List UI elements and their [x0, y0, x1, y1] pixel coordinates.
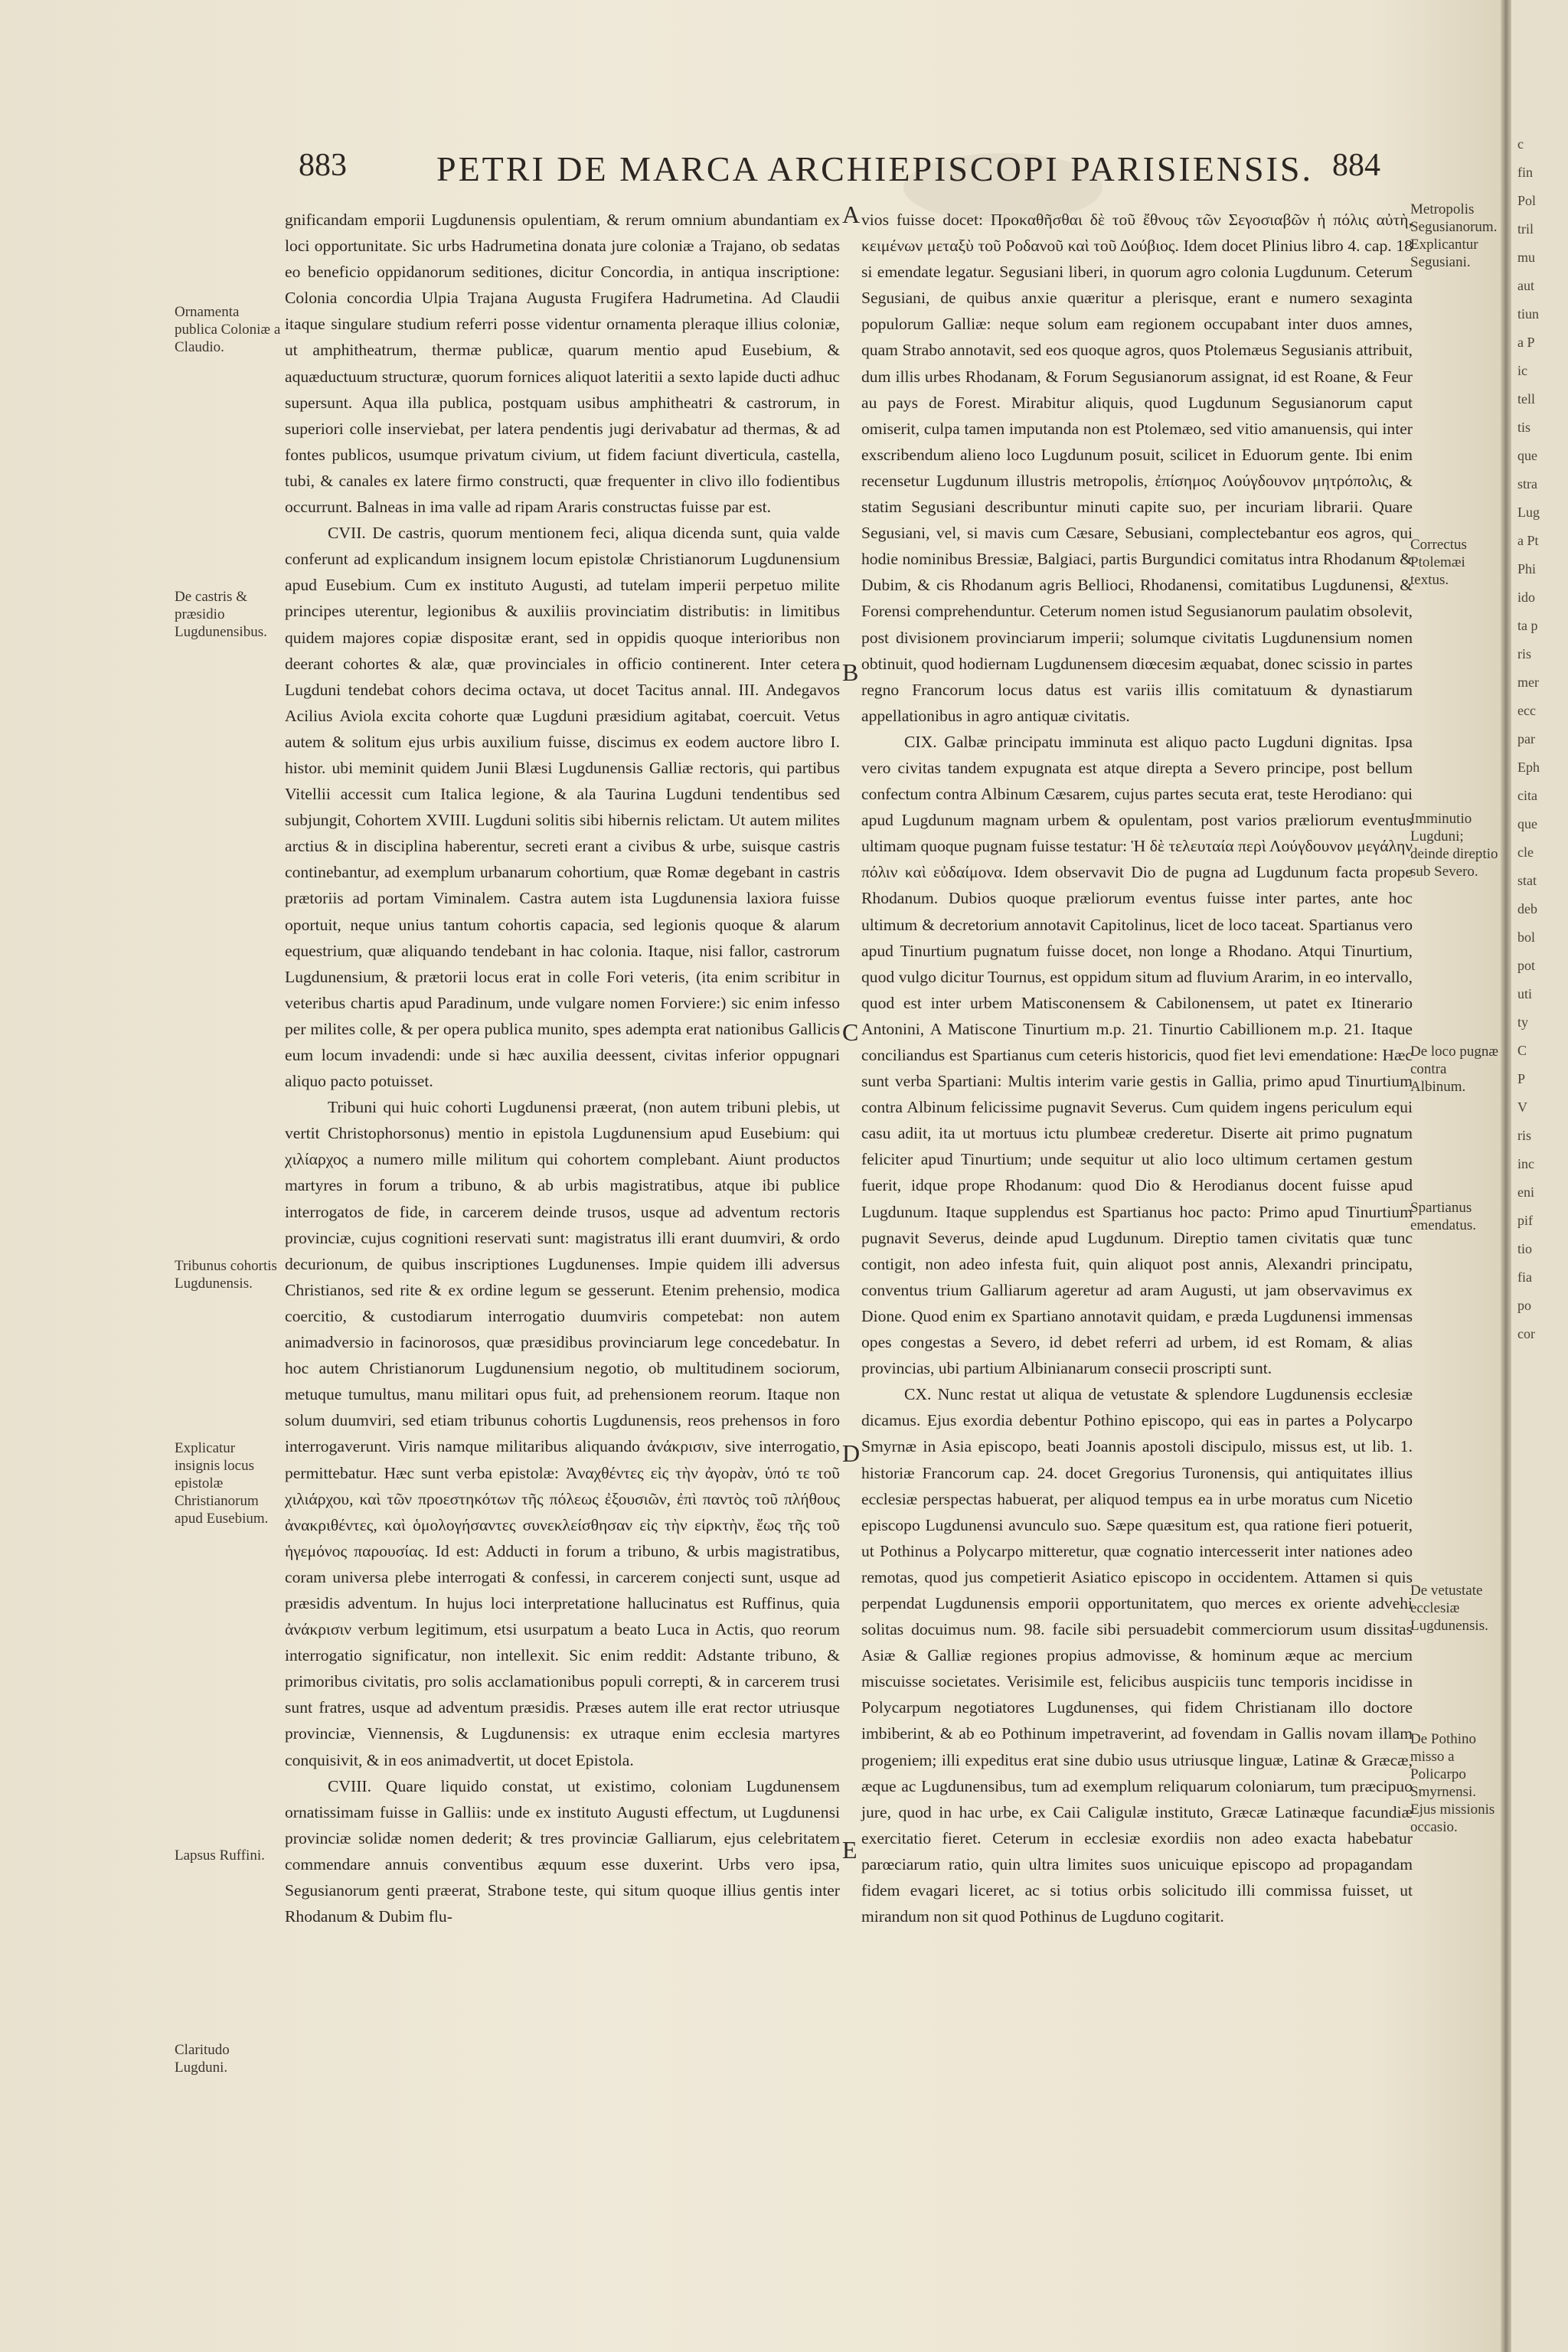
next-page-fragment: tiun	[1517, 306, 1540, 322]
section-letter-e: E	[842, 1836, 858, 1864]
next-page-fragment: Eph	[1517, 760, 1540, 775]
next-page-fragment: que	[1517, 816, 1537, 831]
margin-note: Imminutio Lugduni; deinde direptio sub Severo.	[1410, 811, 1498, 880]
next-page-fragment: ta p	[1517, 618, 1538, 633]
next-page-fragment: bol	[1517, 929, 1536, 945]
margin-note: De castris & præsidio Lugdunensibus.	[175, 589, 267, 640]
margin-note: Explicatur insignis locus epistolæ Christianorum apud Eusebium.	[175, 1440, 269, 1527]
next-page-fragment: aut	[1517, 278, 1534, 293]
next-page-fragment: mu	[1517, 250, 1536, 265]
next-page-fragment: tio	[1517, 1241, 1533, 1256]
next-page-fragment: ecc	[1517, 703, 1536, 718]
text-column-left	[285, 207, 840, 1929]
next-page-fragment: tis	[1517, 420, 1531, 435]
margin-note: Claritudo Lugduni.	[175, 2042, 230, 2076]
paragraph: CIX. Galbæ principatu imminuta est aliquo pacto Lugduni dignitas. Ipsa vero civitas tandem expugnata est atque direpta a Severo principe, post bellum confectum contra Albinum Cæsarem, cujus partes secuta erat, teste Herodiano: qui apud Lugdunum magnam urbem & opulentam, post varios præliorum eventus ultimam quoque pugnam fuisse testatur: Ἡ δὲ τελευταία περὶ Λούγδουνον μεγάλην πόλιν καὶ εὐδαίμονα. Idem observavit Dio de pugna ad Lugdunum facta prope Rhodanum. Dubios quoque præliorum eventus fuisse inter partes, ante hoc ultimum & decretorium annotavit Capitolinus, licet de loco taceat. Spartianus vero apud Tinurtium pugnatum fuisse docet, non longe a Rhodano. Atqui Tinurtium, quod vulgo dicitur Tournus, est oppidum situm ad fluvium Ararim, in eo intervallo, quod est inter urbem Matisconensem & Cabilonensem, ut patet ex Itinerario Antonini, A Matiscone Tinurtium m.p. 21. Tinurtio Cabillionem m.p. 21. Itaque conciliandus est Spartianus cum ceteris historicis, quod fiet levi emendatione: Hæc sunt verba Spartiani: Multis interim varie gestis in Gallia, primo apud Tinurtium contra Albinum felicissime pugnavit Severus. Cum quidem ingens periculum equi casu adiit, ita ut mortuus ictu plumbeæ crederetur. Diserte ait primo pugnatum feliciter apud Tinurtium; unde sequitur ut alio loco ultimum certamen gestum fuerit, idque prope Rhodanum: quod Dio & Herodianus docent fuisse apud Lugdunum. Itaque supplendus est Spartianus hoc pacto: Primo apud Tinurtium pugnavit Severus, deinde apud Lugdunum. Direptio tamen civitatis quæ tunc contigit, non adeo infesta fuit, quin aliquot post annis, Alexandri principatu, conventus trium Galliarum ageretur ad aram Augusti, ut jam observavimus ex Dione. Quod enim ex Spartiano annotavit quidam, e præda Lugdunensi immensas opes congestas a Severo, id debet referri ad urbem, id est Romam, & alias provincias, ubi partium Albinianarum consecii proscripti sunt.	[861, 732, 1413, 1378]
margin-note: Metropolis Segusianorum. Explicantur Segusiani.	[1410, 201, 1498, 270]
margin-note: De vetustate ecclesiæ Lugdunensis.	[1410, 1583, 1488, 1634]
paragraph: CVIII. Quare liquido constat, ut existimo, coloniam Lugdunensem ornatissimam fuisse in Galliis: unde ex instituto Augusti effectum, ut Lugdunensi provinciæ solidæ nomen dederit; & tres provinciæ Galliarum, ejus celebritatem commendare annuis conventibus æquum esse duxerint. Urbs vero ipsa, Segusianorum genti præerat, Strabone teste, qui situm quoque illius gentis inter Rhodanum & Dubim flu-	[285, 1776, 840, 1926]
running-head	[291, 147, 1439, 193]
book-gutter	[1501, 0, 1511, 2352]
next-page-fragment: ris	[1517, 1128, 1531, 1143]
next-page-edge	[1511, 0, 1568, 2352]
paragraph: CX. Nunc restat ut aliqua de vetustate & splendore Lugdunensis ecclesiæ dicamus. Ejus exordia debentur Pothino episcopo, qui eas in partes a Polycarpo Smyrnæ in Asia episcopo, beati Joannis apostoli discipulo, missus est, ut lib. 1. historiæ Francorum cap. 24. docet Gregorius Turonensis, qui antiquitates illius ecclesiæ perspectas habuerat, per aliquod tempus ea in urbe moratus cum Nicetio episcopo Lugdunensi avunculo suo. Sæpe quæsitum est, qua ratione fieri potuerit, ut Pothinus a Polycarpo mitteretur, quæ cognatio intercesserit inter nationes adeo remotas, quod jus competierit Asiatico episcopo in occidentem. Attamen si quis perpendat Lugdunensis emporii opportunitatem, quo merces ex oriente advehi solitas docuimus num. 98. facile sibi persuadebit commerciorum usum dissitas Asiæ & Galliæ regiones propius admovisse, & hominum æque ac mercium miscuisse societates. Verisimile est, felicibus auspiciis tunc temporis incidisse in Polycarpum negotiatores Lugdunenses, qui fidem Christianam illo doctore imbiberint, & ab eo Pothinum impetraverint, ad fovendam in Gallis novam illam progeniem; illi expeditus erat sine dubio usus utriusque linguæ, Latinæ & Græcæ, æque ac Lugdunensibus, tum ad exemplum reliquarum coloniarum, tum præcipuo jure, quod in hac urbe, ex Caii Caligulæ instituto, Græcæ Latinæque facundiæ exercitatio fieret. Ceterum in ecclesiæ exordiis non adeo exacta habebatur parœciarum ratio, quin ultra limites suos unicuique episcopo ad propagandam fidem evagari liceret, ac si totius orbis solicitudo illi commissa fuisset, ut mirandum non sit quod Pothinus de Lugduno cogitarit.	[861, 1385, 1413, 1926]
margin-note: Ornamenta publica Coloniæ a Claudio.	[175, 304, 281, 355]
margin-note: De Pothino misso a Policarpo Smyrnensi. Ejus missionis occasio.	[1410, 1731, 1495, 1835]
next-page-fragment: tell	[1517, 391, 1535, 407]
next-page-fragment: P	[1517, 1071, 1526, 1086]
next-page-fragment: cor	[1517, 1326, 1535, 1341]
next-page-fragment: pot	[1517, 958, 1536, 973]
next-page-fragment: deb	[1517, 901, 1537, 916]
next-page-fragment: fia	[1517, 1269, 1532, 1285]
next-page-fragment: eni	[1517, 1184, 1534, 1200]
next-page-fragment: que	[1517, 448, 1537, 463]
next-page-fragment: ido	[1517, 590, 1536, 605]
next-page-fragment: a P	[1517, 335, 1535, 350]
margin-note: De loco pugnæ contra Albinum.	[1410, 1044, 1499, 1095]
next-page-text	[1511, 0, 1568, 1348]
next-page-fragment: cita	[1517, 788, 1537, 803]
next-page-fragment: Phi	[1517, 561, 1537, 577]
margin-note: Correctus Ptolemæi textus.	[1410, 537, 1467, 588]
next-page-fragment: tril	[1517, 221, 1534, 237]
next-page-fragment: cle	[1517, 844, 1534, 860]
paragraph: Tribuni qui huic cohorti Lugdunensi præerat, (non autem tribuni plebis, ut vertit Christophorsonus) mentio in epistola Lugdunensium apud Eusebium: qui χιλίαρχος a numero mille militum qui cohortem complebant. Aiunt productos martyres in forum a tribuno, & ab urbis magistratibus, atque ibi publice interrogatos de fide, in carcerem deinde trusos, usque ad adventum rectoris provinciæ, cujus cognitioni reservati sunt: magistratus illi erant duumviri, & ordo decurionum, de quibus inscriptiones Lugdunenses. Impie quidem illi adversus Christianos, sed rite & ex ordine legum se gesserunt. Etenim prehensio, modica coercitio, & custodiarum interrogatio duumviris competebat: non autem animadversio in facinorosos, quæ præsidibus provinciarum lege concedebatur. In hoc autem Christianorum Lugdunensium negotio, ob multitudinem sociorum, metuque tumultus, manu militari opus fuit, ad prehensionem reorum. Itaque non solum duumviri, sed etiam tribunus cohortis Lugdunensis, reos prehensos in foro interrogaverunt. Viris namque militaribus aliquando ἀνάκρισιν, sive interrogatio, permittebatur. Hæc sunt verba epistolæ: Ἀναχθέντες εἰς τὴν ἀγορὰν, ὑπό τε τοῦ χιλιάρχου, καὶ τῶν προεστηκότων τῆς πόλεως ἐξουσιῶν, ἐπὶ παντὸς τοῦ πλήθους ἀνακριθέντες, καὶ ὁμολογήσαντες συνεκλείσθησαν εἰς τὴν εἱρκτὴν, ἕως τῆς τοῦ ἡγεμόνος παρουσίας. Id est: Adducti in forum a tribuno, & urbis magistratibus, coram universa plebe interrogati & confessi, in carcerem conjecti sunt, usque ad præsidis adventum. In hujus loci interpretatione hallucinatus est Ruffinus, quia ἀνάκρισιν verbum legitimum, etsi usurpatum a beato Luca in Actis, quo reorum interrogatio significatur, non intellexit. Sic enim reddit: Adstante tribuno, & primoribus civitatis, pro solis acclamationibus populi correpti, & in carcerem trusi sunt fratres, usque ad adventum præsidis. Præses autem ille erat rector utriusque provinciæ, Viennensis, & Lugdunensis: ex utraque enim ecclesia martyres conquisivit, & in eos animadvertit, ut docet Epistola.	[285, 1098, 840, 1769]
next-page-fragment: stra	[1517, 476, 1537, 492]
next-page-fragment: c	[1517, 136, 1524, 152]
text-column-right	[861, 207, 1413, 1929]
page-number-right: 884	[1332, 148, 1380, 183]
paragraph: CVII. De castris, quorum mentionem feci, aliqua dicenda sunt, quia valde conferunt ad explicandum insignem locum epistolæ Christianorum Lugdunensium apud Eusebium. Cum ex instituto Augusti, ad tutelam imperii perpetuo milite principes uterentur, legionibus & auxiliis provinciatim distributis: in limitibus quidem majores copiæ dispositæ erant, sed in oppidis quoque interioribus non deerant cohortes & alæ, quæ provinciales in officio continerent. Inter cetera Lugduni tendebat cohors decima octava, ut docet Tacitus annal. III. Andegavos Acilius Aviola excita cohorte quæ Lugduni præsidium agitabat, coercuit. Vetus autem & solitum ejus urbis auxilium fuisse, discimus ex eodem auctore libro I. histor. ubi meminit quidem Junii Blæsi Lugdunensis Galliæ rectoris, qui partibus Vitellii accessit cum Italica legione, & ala Taurina Lugduni tendentibus sed subjungit, Cohortem XVIII. Lugduni solitis sibi hibernis relictam. Ut autem milites arctius & in disciplina haberentur, secreti erant a civibus & urbe, suisque castris continebantur, ad exemplum urbanarum cohortium, quæ Romæ degebant in castris prætoriis ad portam Viminalem. Castra autem ista Lugdunensia laxiora fuisse oportuit, neque unius tantum cohortis capacia, sed legionis quoque & alarum equestrium, quæ aliquando tendebant in hac colonia. Itaque, nisi fallor, castrorum Lugdunensium, & prætorii locus erat in colle Fori veteris, (ita enim scribitur in veteribus chartis apud Paradinum, unde vulgare nomen Forviere:) sic enim infesso per milites colle, & per opera publica munito, spes adempta erat nationibus Gallicis eum locum invadendi: unde si hæc auxilia deessent, civitas inferior oppugnari aliquo pacto potuisset.	[285, 524, 840, 1091]
next-page-fragment: ic	[1517, 363, 1527, 378]
next-page-fragment: par	[1517, 731, 1535, 746]
next-page-fragment: V	[1517, 1099, 1527, 1115]
paragraph: vios fuisse docet: Προκαθῆσθαι δὲ τοῦ ἔθνους τῶν Σεγοσιαβῶν ἡ πόλις αὐτὴ, κειμένων μεταξὺ τοῦ Ροδανοῦ καὶ τοῦ Δούβιος. Idem docet Plinius libro 4. cap. 18 si emendate legatur. Segusiani liberi, in quorum agro colonia Lugdunum. Ceterum Segusiani, de quibus anxie quæritur a plerisque, erant e numero sexaginta populorum Galliæ: neque solum eam regionem occupabant inter duos amnes, quam Strabo annotavit, sed eos quoque agros, quos Ptolemæus Segusianis attribuit, dum illis urbes Rhodanam, & Forum Segusianorum assignat, id est Roane, & Feur au pays de Forest. Mirabitur aliquis, quod Lugdunum Segusianorum caput omiserit, culpa tamen imputanda non est Ptolemæo, sed vitio amanuensis, qui inter exscribendum alieno loco Lugdunum posuit, scilicet in Eduorum gente. Ibi enim recensetur Lugdunum illustris metropolis, ἐπίσημος Λούγδουνον μητρόπολις, & statim Segusiani describuntur minuti capite suo, per incuriam librarii. Quare Segusiani, vel, si mavis cum Cæsare, Sebusiani, complectebantur eos agros, qui hodie nominibus Bressiæ, Balgiaci, partis Burgundici comitatus intra Rhodanum & Dubim, & cis Rhodanum agris Bellioci, Rhodanensi, comitatibus Lugdunensi, & Forensi comprehenduntur. Ceterum nomen istud Segusianorum paulatim obsolevit, post divisionem provinciarum imperii; solumque civitatis Lugdunensium nomen obtinuit, quod hodiernam Lugdunensem diœcesim æquabat, donec scissio in partes regno Francorum locus datus est variis illis comitatuum & dynastiarum appellationibus in agro antiquæ civitatis.	[861, 211, 1413, 725]
margin-note: Tribunus cohortis Lugdunensis.	[175, 1258, 277, 1292]
next-page-fragment: Lug	[1517, 505, 1540, 520]
section-letter-c: C	[842, 1018, 859, 1046]
section-letter-a: A	[842, 201, 861, 228]
next-page-fragment: uti	[1517, 986, 1533, 1001]
next-page-fragment: stat	[1517, 873, 1537, 888]
paragraph: gnificandam emporii Lugdunensis opulentiam, & rerum omnium abundantiam ex loci opportunitate. Sic urbs Hadrumetina donata jure coloniæ a Trajano, ob sedatas eo beneficio oppidanorum seditiones, dicitur Concordia, in antiqua inscriptione: Colonia concordia Ulpia Trajana Augusta Frugifera Hadrumetina. Ad Claudii itaque singulare studium referri posse videntur ornamenta pleraque illius coloniæ, ut amphitheatrum, thermæ publicæ, quarum mentio apud Eusebium, & aquæductuum structuræ, quorum fornices aliquot lateritii a sexto lapide ducti adhuc supersunt. Aqua illa publica, postquam usibus amphitheatri & castrorum, in superiori colle inserviebat, per latera pendentis jugi derivabatur ad thermas, & ad fontes publicos, usumque privatum civium, ut fidem faciunt diverticula, castella, tubi, & canales ex latere firmo constructi, quæ frequenter in clivo illo fodientibus occurrunt. Balneas in ima valle ad ripam Araris constructas fuisse par est.	[285, 211, 840, 517]
next-page-fragment: C	[1517, 1043, 1527, 1058]
next-page-fragment: fin	[1517, 165, 1533, 180]
next-page-fragment: Pol	[1517, 193, 1537, 208]
section-letter-d: D	[842, 1439, 861, 1467]
next-page-fragment: mer	[1517, 675, 1539, 690]
next-page-fragment: po	[1517, 1298, 1531, 1313]
margin-note: Lapsus Ruffini.	[175, 1847, 265, 1864]
next-page-fragment: a Pt	[1517, 533, 1539, 548]
next-page-fragment: inc	[1517, 1156, 1534, 1171]
section-letter-b: B	[842, 658, 859, 686]
next-page-fragment: pif	[1517, 1213, 1533, 1228]
running-title: PETRI DE MARCA ARCHIEPISCOPI PARISIENSIS.	[436, 149, 1314, 188]
page-number-left: 883	[299, 148, 347, 183]
next-page-fragment: ty	[1517, 1014, 1529, 1030]
margin-note: Spartianus emendatus.	[1410, 1200, 1477, 1233]
next-page-fragment: ris	[1517, 646, 1531, 662]
